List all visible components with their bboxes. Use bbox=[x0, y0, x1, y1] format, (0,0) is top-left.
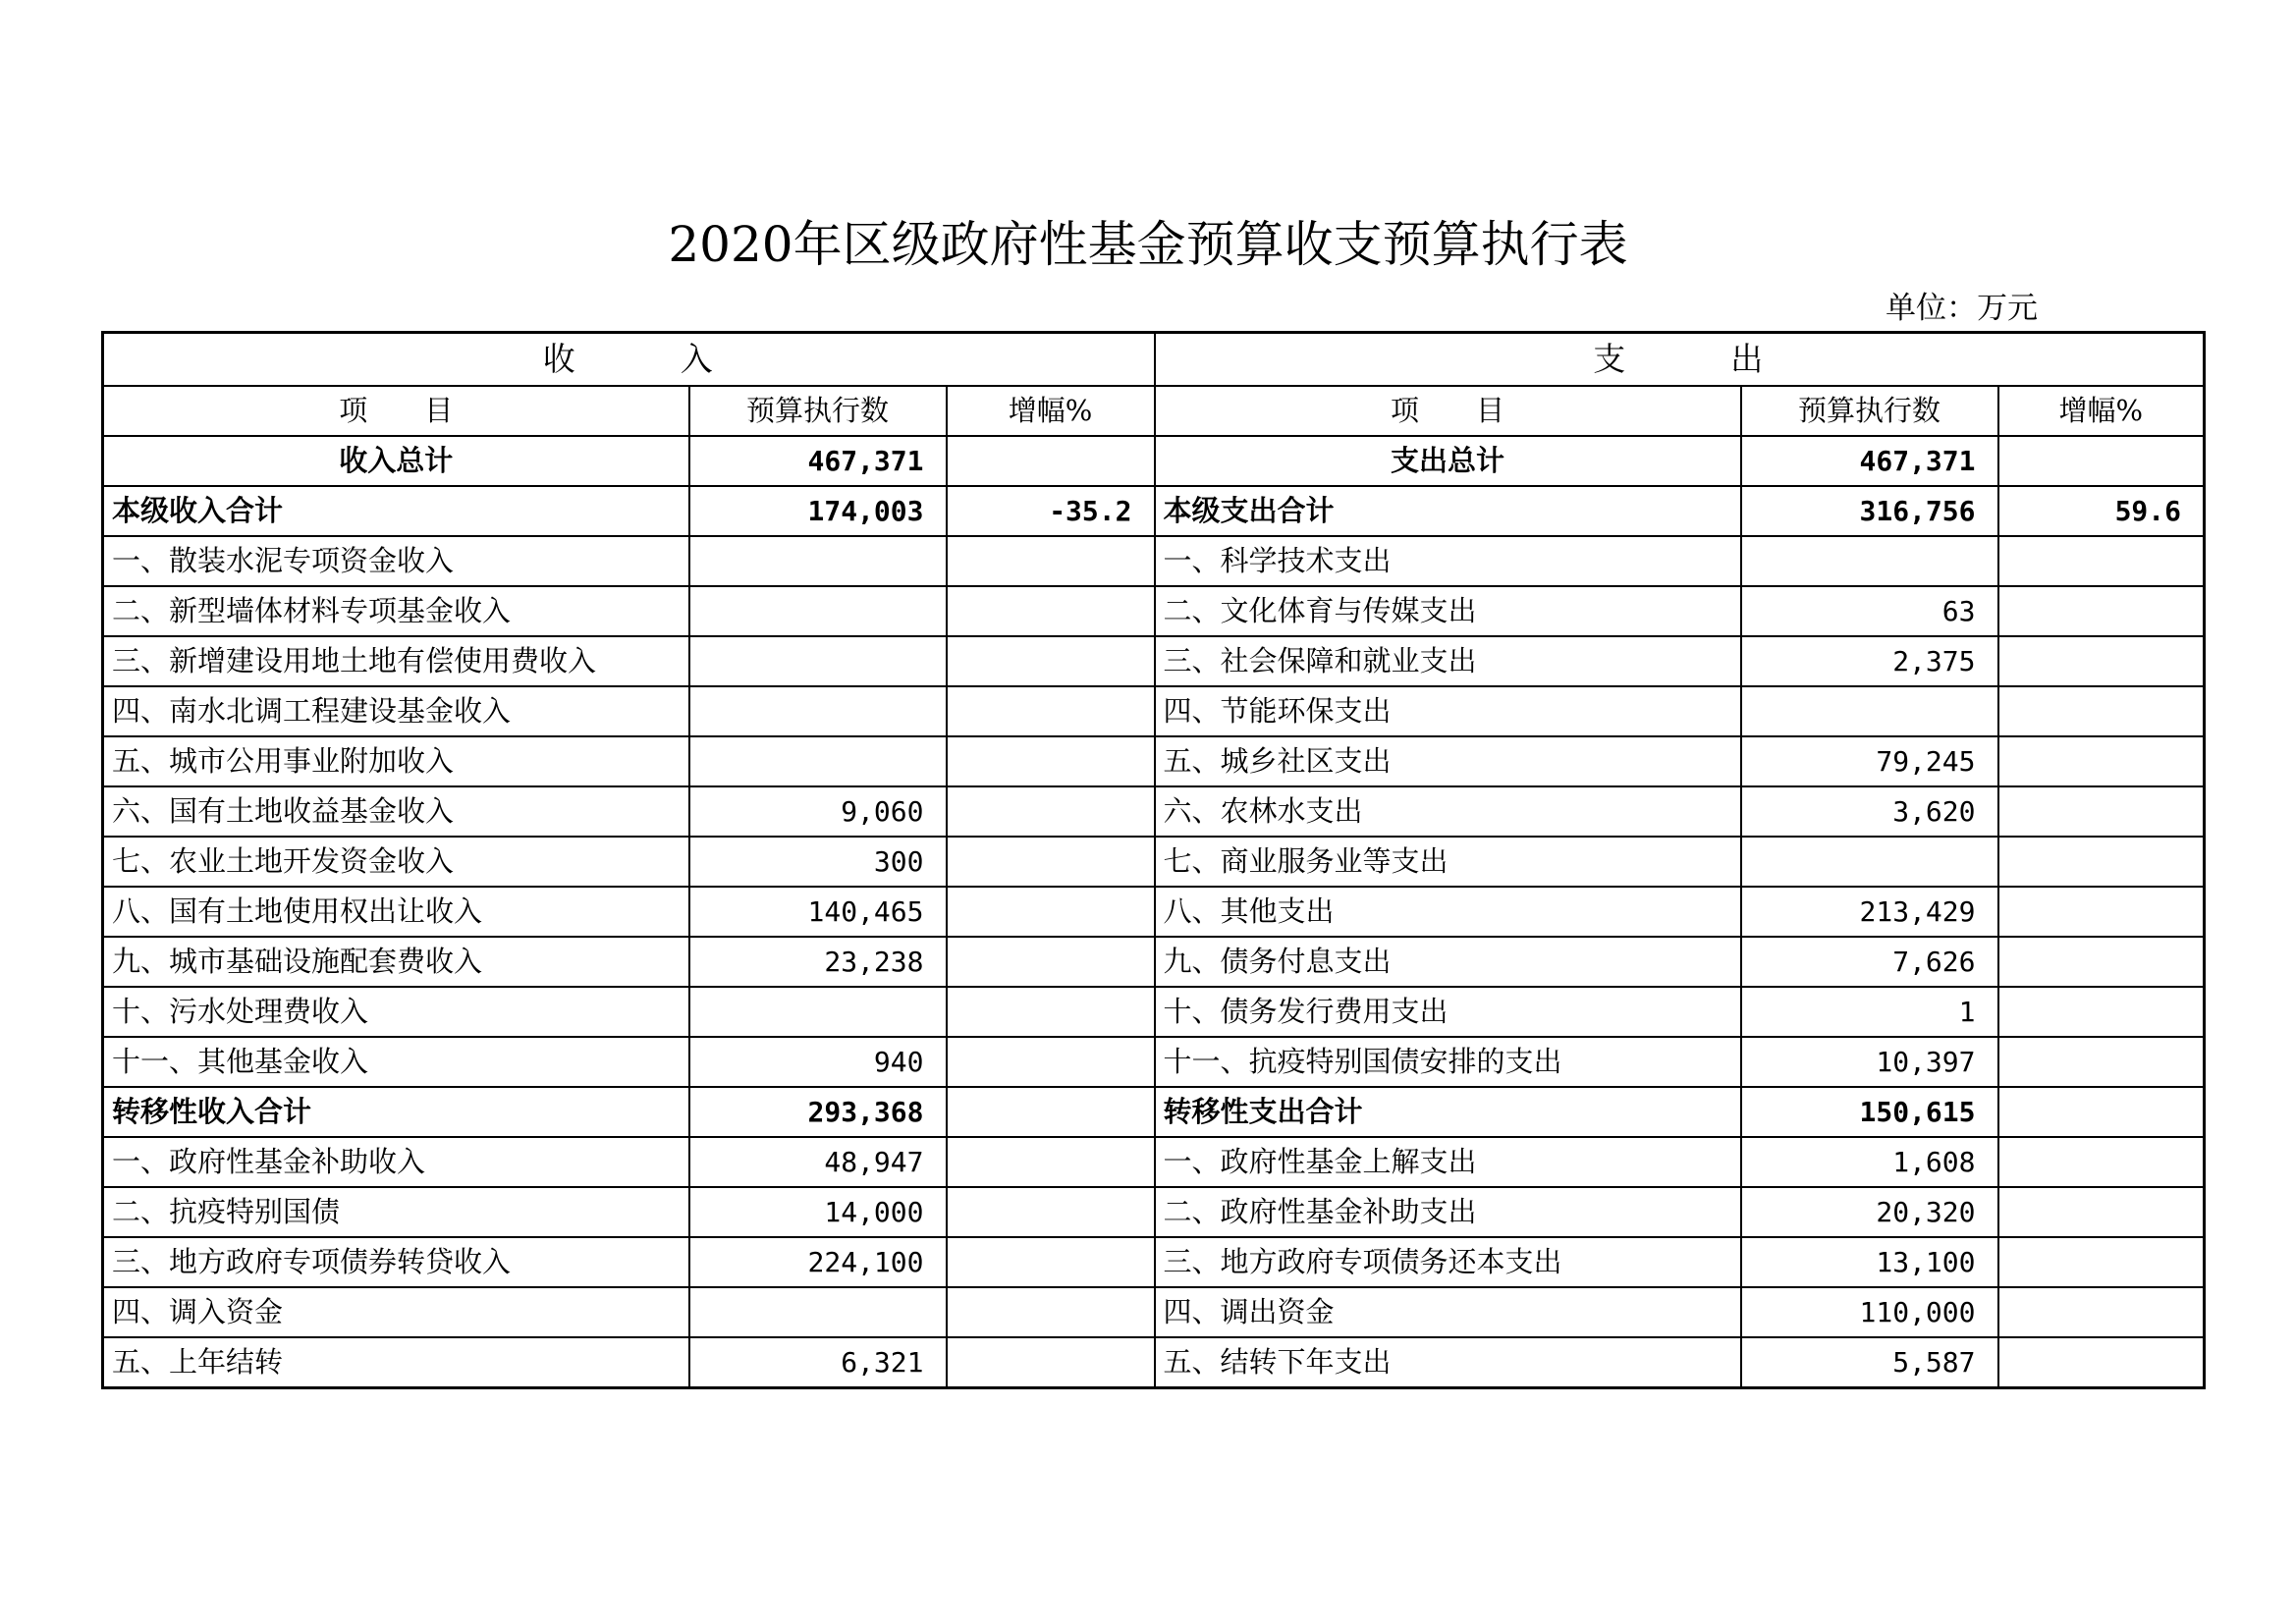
expense-amount-cell: 7,626 bbox=[1741, 937, 1998, 987]
expense-growth-cell bbox=[1998, 1187, 2205, 1237]
total-row bbox=[103, 436, 2205, 486]
income-growth-cell bbox=[947, 536, 1155, 586]
income-amount-cell: 48,947 bbox=[689, 1137, 947, 1187]
table-row bbox=[103, 887, 2205, 937]
expense-growth-cell bbox=[1998, 686, 2205, 736]
expense-amount-cell: 1,608 bbox=[1741, 1137, 1998, 1187]
table-row bbox=[103, 1287, 2205, 1337]
income-amount-cell: 9,060 bbox=[689, 786, 947, 837]
expense-growth-cell bbox=[1998, 1137, 2205, 1187]
table-row bbox=[103, 686, 2205, 736]
income-item-cell: 五、上年结转 bbox=[103, 1337, 689, 1388]
income-growth-cell bbox=[947, 1287, 1155, 1337]
income-growth-cell bbox=[947, 1237, 1155, 1287]
income-section-header: 收 入 bbox=[103, 333, 1155, 386]
income-item-cell: 九、城市基础设施配套费收入 bbox=[103, 937, 689, 987]
expense-item-cell: 八、其他支出 bbox=[1155, 887, 1741, 937]
expense-growth-cell bbox=[1998, 436, 2205, 486]
income-growth-cell bbox=[947, 586, 1155, 636]
income-item-cell: 转移性收入合计 bbox=[103, 1087, 689, 1137]
income-amount-cell bbox=[689, 987, 947, 1037]
expense-growth-cell bbox=[1998, 1337, 2205, 1388]
income-amount-cell: 940 bbox=[689, 1037, 947, 1087]
expense-amount-cell: 2,375 bbox=[1741, 636, 1998, 686]
expense-item-cell: 三、社会保障和就业支出 bbox=[1155, 636, 1741, 686]
expense-amount-cell: 3,620 bbox=[1741, 786, 1998, 837]
expense-item-cell: 四、调出资金 bbox=[1155, 1287, 1741, 1337]
table-row bbox=[103, 987, 2205, 1037]
expense-growth-cell bbox=[1998, 987, 2205, 1037]
budget-table-body bbox=[103, 333, 2205, 1388]
expense-growth-cell bbox=[1998, 736, 2205, 786]
page-title: 2020年区级政府性基金预算收支预算执行表 bbox=[668, 216, 1628, 273]
expense-section-header: 支 出 bbox=[1155, 333, 2205, 386]
expense-growth-cell bbox=[1998, 937, 2205, 987]
expense-growth-cell: 59.6 bbox=[1998, 486, 2205, 536]
income-item-cell: 二、抗疫特别国债 bbox=[103, 1187, 689, 1237]
subtotal-row bbox=[103, 1087, 2205, 1137]
expense-amount-header: 预算执行数 bbox=[1741, 386, 1998, 436]
expense-amount-cell: 63 bbox=[1741, 586, 1998, 636]
income-item-cell: 十、污水处理费收入 bbox=[103, 987, 689, 1037]
column-header-row bbox=[103, 386, 2205, 436]
income-growth-cell bbox=[947, 837, 1155, 887]
expense-growth-cell bbox=[1998, 837, 2205, 887]
section-header-row bbox=[103, 333, 2205, 386]
table-row bbox=[103, 1137, 2205, 1187]
income-amount-header: 预算执行数 bbox=[689, 386, 947, 436]
income-amount-cell bbox=[689, 636, 947, 686]
expense-item-cell: 转移性支出合计 bbox=[1155, 1087, 1741, 1137]
expense-amount-cell: 5,587 bbox=[1741, 1337, 1998, 1388]
income-item-cell: 三、新增建设用地土地有偿使用费收入 bbox=[103, 636, 689, 686]
income-growth-cell: -35.2 bbox=[947, 486, 1155, 536]
income-amount-cell: 140,465 bbox=[689, 887, 947, 937]
expense-amount-cell: 79,245 bbox=[1741, 736, 1998, 786]
income-growth-cell bbox=[947, 436, 1155, 486]
table-row bbox=[103, 937, 2205, 987]
expense-growth-cell bbox=[1998, 636, 2205, 686]
income-growth-cell bbox=[947, 1037, 1155, 1087]
income-amount-cell bbox=[689, 1287, 947, 1337]
expense-item-cell: 一、科学技术支出 bbox=[1155, 536, 1741, 586]
expense-amount-cell bbox=[1741, 686, 1998, 736]
income-item-cell: 六、国有土地收益基金收入 bbox=[103, 786, 689, 837]
income-amount-cell: 467,371 bbox=[689, 436, 947, 486]
expense-amount-cell bbox=[1741, 536, 1998, 586]
table-row bbox=[103, 1187, 2205, 1237]
income-item-cell: 四、南水北调工程建设基金收入 bbox=[103, 686, 689, 736]
income-growth-cell bbox=[947, 636, 1155, 686]
expense-item-cell: 支出总计 bbox=[1155, 436, 1741, 486]
income-growth-header: 增幅% bbox=[947, 386, 1155, 436]
expense-amount-cell: 467,371 bbox=[1741, 436, 1998, 486]
table-row bbox=[103, 1237, 2205, 1287]
income-item-cell: 二、新型墙体材料专项基金收入 bbox=[103, 586, 689, 636]
table-row bbox=[103, 636, 2205, 686]
expense-item-cell: 五、结转下年支出 bbox=[1155, 1337, 1741, 1388]
income-growth-cell bbox=[947, 686, 1155, 736]
subtotal-row bbox=[103, 486, 2205, 536]
income-growth-cell bbox=[947, 887, 1155, 937]
expense-item-cell: 七、商业服务业等支出 bbox=[1155, 837, 1741, 887]
income-amount-cell: 6,321 bbox=[689, 1337, 947, 1388]
expense-amount-cell bbox=[1741, 837, 1998, 887]
expense-item-cell: 九、债务付息支出 bbox=[1155, 937, 1741, 987]
income-amount-cell: 300 bbox=[689, 837, 947, 887]
income-amount-cell bbox=[689, 736, 947, 786]
expense-growth-cell bbox=[1998, 1237, 2205, 1287]
table-row bbox=[103, 837, 2205, 887]
expense-item-cell: 十一、抗疫特别国债安排的支出 bbox=[1155, 1037, 1741, 1087]
expense-growth-cell bbox=[1998, 536, 2205, 586]
income-amount-cell bbox=[689, 536, 947, 586]
expense-item-cell: 六、农林水支出 bbox=[1155, 786, 1741, 837]
table-row bbox=[103, 536, 2205, 586]
expense-amount-cell: 13,100 bbox=[1741, 1237, 1998, 1287]
income-item-cell: 三、地方政府专项债券转贷收入 bbox=[103, 1237, 689, 1287]
expense-growth-cell bbox=[1998, 1087, 2205, 1137]
income-item-header: 项 目 bbox=[103, 386, 689, 436]
income-amount-cell: 23,238 bbox=[689, 937, 947, 987]
income-growth-cell bbox=[947, 1137, 1155, 1187]
expense-amount-cell: 110,000 bbox=[1741, 1287, 1998, 1337]
income-item-cell: 一、散装水泥专项资金收入 bbox=[103, 536, 689, 586]
table-row bbox=[103, 1037, 2205, 1087]
income-growth-cell bbox=[947, 1187, 1155, 1237]
income-item-cell: 七、农业土地开发资金收入 bbox=[103, 837, 689, 887]
expense-growth-cell bbox=[1998, 1037, 2205, 1087]
income-growth-cell bbox=[947, 736, 1155, 786]
expense-item-cell: 二、政府性基金补助支出 bbox=[1155, 1187, 1741, 1237]
income-item-cell: 八、国有土地使用权出让收入 bbox=[103, 887, 689, 937]
income-item-cell: 一、政府性基金补助收入 bbox=[103, 1137, 689, 1187]
income-item-cell: 本级收入合计 bbox=[103, 486, 689, 536]
income-amount-cell: 224,100 bbox=[689, 1237, 947, 1287]
expense-amount-cell: 213,429 bbox=[1741, 887, 1998, 937]
expense-amount-cell: 20,320 bbox=[1741, 1187, 1998, 1237]
expense-item-cell: 本级支出合计 bbox=[1155, 486, 1741, 536]
expense-item-cell: 二、文化体育与传媒支出 bbox=[1155, 586, 1741, 636]
unit-label: 单位：万元 bbox=[1886, 291, 2038, 326]
income-item-cell: 十一、其他基金收入 bbox=[103, 1037, 689, 1087]
table-row bbox=[103, 786, 2205, 837]
income-amount-cell bbox=[689, 586, 947, 636]
income-item-cell: 五、城市公用事业附加收入 bbox=[103, 736, 689, 786]
expense-item-cell: 十、债务发行费用支出 bbox=[1155, 987, 1741, 1037]
income-amount-cell: 14,000 bbox=[689, 1187, 947, 1237]
income-growth-cell bbox=[947, 987, 1155, 1037]
expense-item-cell: 一、政府性基金上解支出 bbox=[1155, 1137, 1741, 1187]
expense-item-header: 项 目 bbox=[1155, 386, 1741, 436]
expense-growth-cell bbox=[1998, 887, 2205, 937]
budget-table bbox=[101, 331, 2206, 1389]
income-amount-cell: 174,003 bbox=[689, 486, 947, 536]
expense-amount-cell: 1 bbox=[1741, 987, 1998, 1037]
income-growth-cell bbox=[947, 1337, 1155, 1388]
expense-amount-cell: 150,615 bbox=[1741, 1087, 1998, 1137]
expense-growth-cell bbox=[1998, 786, 2205, 837]
income-growth-cell bbox=[947, 937, 1155, 987]
expense-item-cell: 四、节能环保支出 bbox=[1155, 686, 1741, 736]
expense-item-cell: 三、地方政府专项债务还本支出 bbox=[1155, 1237, 1741, 1287]
income-amount-cell bbox=[689, 686, 947, 736]
income-amount-cell: 293,368 bbox=[689, 1087, 947, 1137]
table-row bbox=[103, 1337, 2205, 1388]
table-row bbox=[103, 586, 2205, 636]
income-item-cell: 收入总计 bbox=[103, 436, 689, 486]
expense-growth-cell bbox=[1998, 1287, 2205, 1337]
expense-amount-cell: 316,756 bbox=[1741, 486, 1998, 536]
income-item-cell: 四、调入资金 bbox=[103, 1287, 689, 1337]
table-row bbox=[103, 736, 2205, 786]
income-growth-cell bbox=[947, 1087, 1155, 1137]
expense-growth-header: 增幅% bbox=[1998, 386, 2205, 436]
expense-growth-cell bbox=[1998, 586, 2205, 636]
income-growth-cell bbox=[947, 786, 1155, 837]
expense-amount-cell: 10,397 bbox=[1741, 1037, 1998, 1087]
expense-item-cell: 五、城乡社区支出 bbox=[1155, 736, 1741, 786]
